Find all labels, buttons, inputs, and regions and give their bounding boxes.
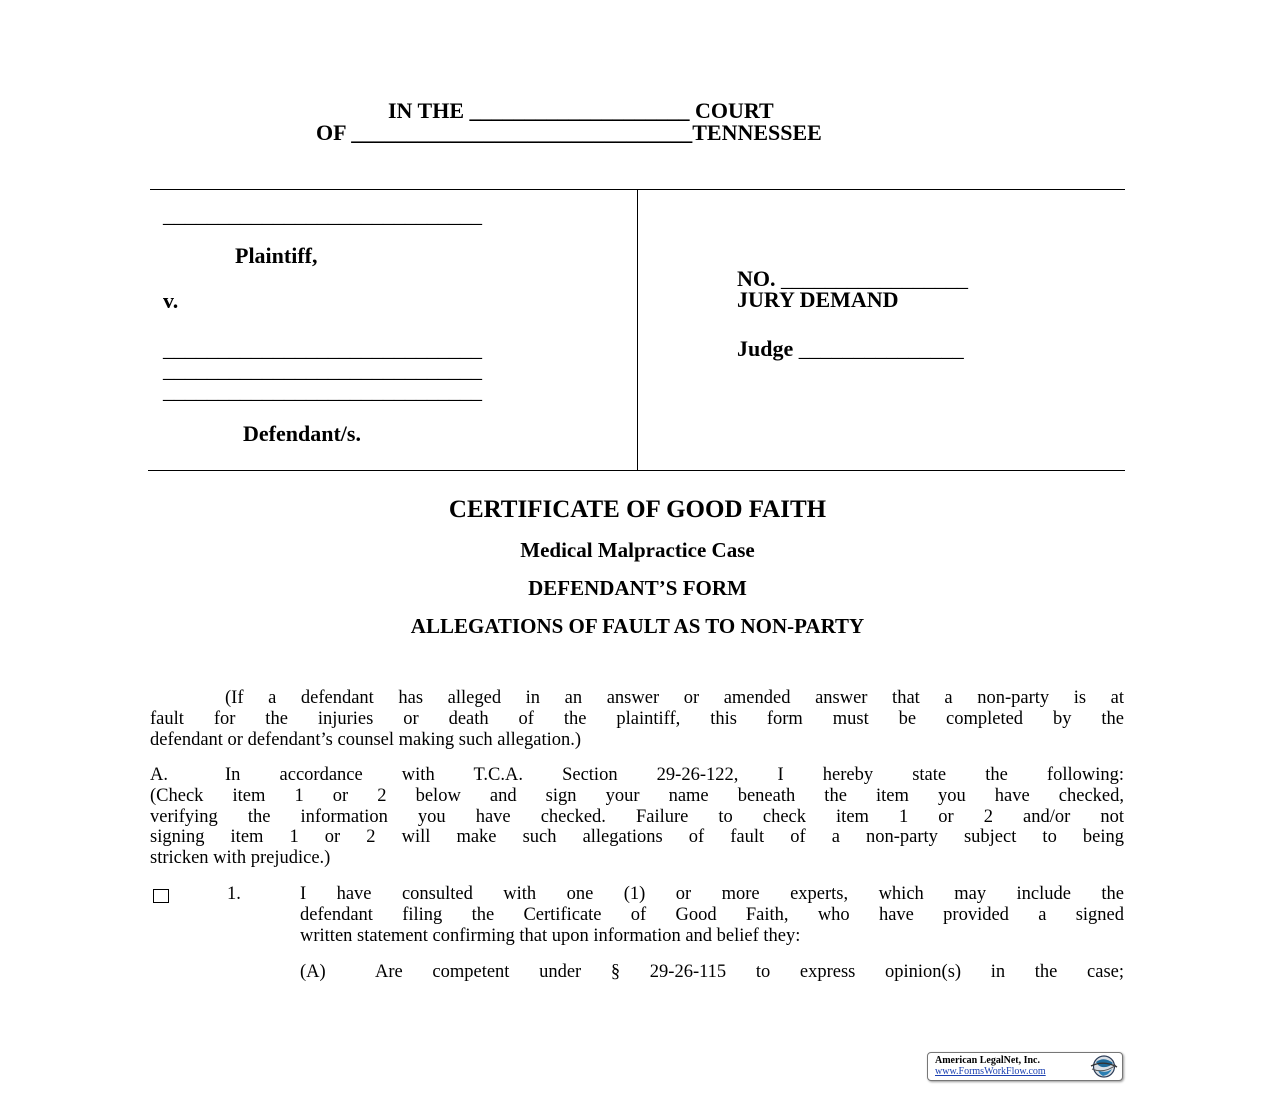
versus-label: v. <box>163 288 179 313</box>
item-1-checkbox[interactable] <box>153 889 169 903</box>
section-a-line-4: signing item 1 or 2 will make such allegations of fault of a non-party subject to being <box>150 827 1124 848</box>
defendant-name-blank-3: _____________________________ <box>163 378 482 403</box>
section-a-line-3: verifying the information you have checked. Failure to check item 1 or 2 and/or not <box>150 806 1124 827</box>
intro-line-3: defendant or defendant’s counsel making such allegation.) <box>150 729 582 750</box>
plaintiff-name-blank: _____________________________ <box>163 202 482 227</box>
intro-line-1: (If a defendant has alleged in an answer or amended answer that a non-party is at <box>225 688 1124 708</box>
item-1-sub-a-text: Are competent under § 29-26-115 to express opinion(s) in the case; <box>375 962 1124 982</box>
intro-line-2: fault for the injuries or death of the plaintiff, this form must be completed by the <box>150 708 1124 729</box>
county-prefix: OF <box>316 120 346 145</box>
caption-divider <box>637 190 638 471</box>
item-1-sub-a-paragraph <box>375 962 1124 983</box>
publisher-name: American LegalNet, Inc. <box>935 1055 1040 1066</box>
item-1-sub-a-label: (A) <box>300 962 326 982</box>
case-number-blank: _________________ <box>781 266 968 291</box>
section-a-line-5: stricken with prejudice.) <box>150 848 331 869</box>
subtitle-form-type: DEFENDANT’S FORM <box>528 576 747 600</box>
judge-label: Judge <box>737 336 794 361</box>
subtitle-case-type: Medical Malpractice Case <box>520 538 755 562</box>
section-a-line-2: (Check item 1 or 2 below and sign your name beneath the item you have checked, <box>150 785 1124 806</box>
item-1-paragraph <box>300 884 1124 946</box>
item-1-line-2: defendant filing the Certificate of Good Faith, who have provided a signed <box>300 904 1124 925</box>
defendant-name-blank-2: _____________________________ <box>163 357 482 382</box>
intro-paragraph <box>150 688 1124 750</box>
document-title: CERTIFICATE OF GOOD FAITH <box>448 496 827 523</box>
jury-demand: JURY DEMAND <box>737 287 899 312</box>
item-1-line-1: I have consulted with one (1) or more experts, which may include the <box>300 884 1124 904</box>
court-prefix: IN THE <box>388 98 465 123</box>
section-a-label: A. <box>150 765 168 785</box>
county-blank: _______________________________ <box>351 120 693 145</box>
globe-icon <box>1087 1054 1119 1079</box>
item-1-line-3: written statement confirming that upon information and belief they: <box>300 925 801 946</box>
publisher-logo <box>927 1052 1123 1081</box>
defendant-name-blank-1: _____________________________ <box>163 336 482 361</box>
section-a-paragraph <box>150 765 1124 869</box>
court-suffix: COURT <box>695 98 774 123</box>
defendant-label: Defendant/s. <box>243 421 361 446</box>
judge-blank: _______________ <box>798 336 964 361</box>
publisher-url[interactable]: www.FormsWorkFlow.com <box>935 1066 1046 1077</box>
case-number-label: NO. <box>737 266 776 291</box>
state-name: TENNESSEE <box>692 120 822 145</box>
court-name-blank: ____________________ <box>469 98 690 123</box>
section-a-line-1: In accordance with T.C.A. Section 29-26-122, I hereby state the following: <box>225 765 1124 785</box>
item-1-number: 1. <box>227 884 241 904</box>
subtitle-allegations: ALLEGATIONS OF FAULT AS TO NON-PARTY <box>410 614 865 638</box>
court-header-line-2 <box>316 120 822 146</box>
plaintiff-label: Plaintiff, <box>235 243 318 268</box>
judge-line <box>737 336 964 362</box>
